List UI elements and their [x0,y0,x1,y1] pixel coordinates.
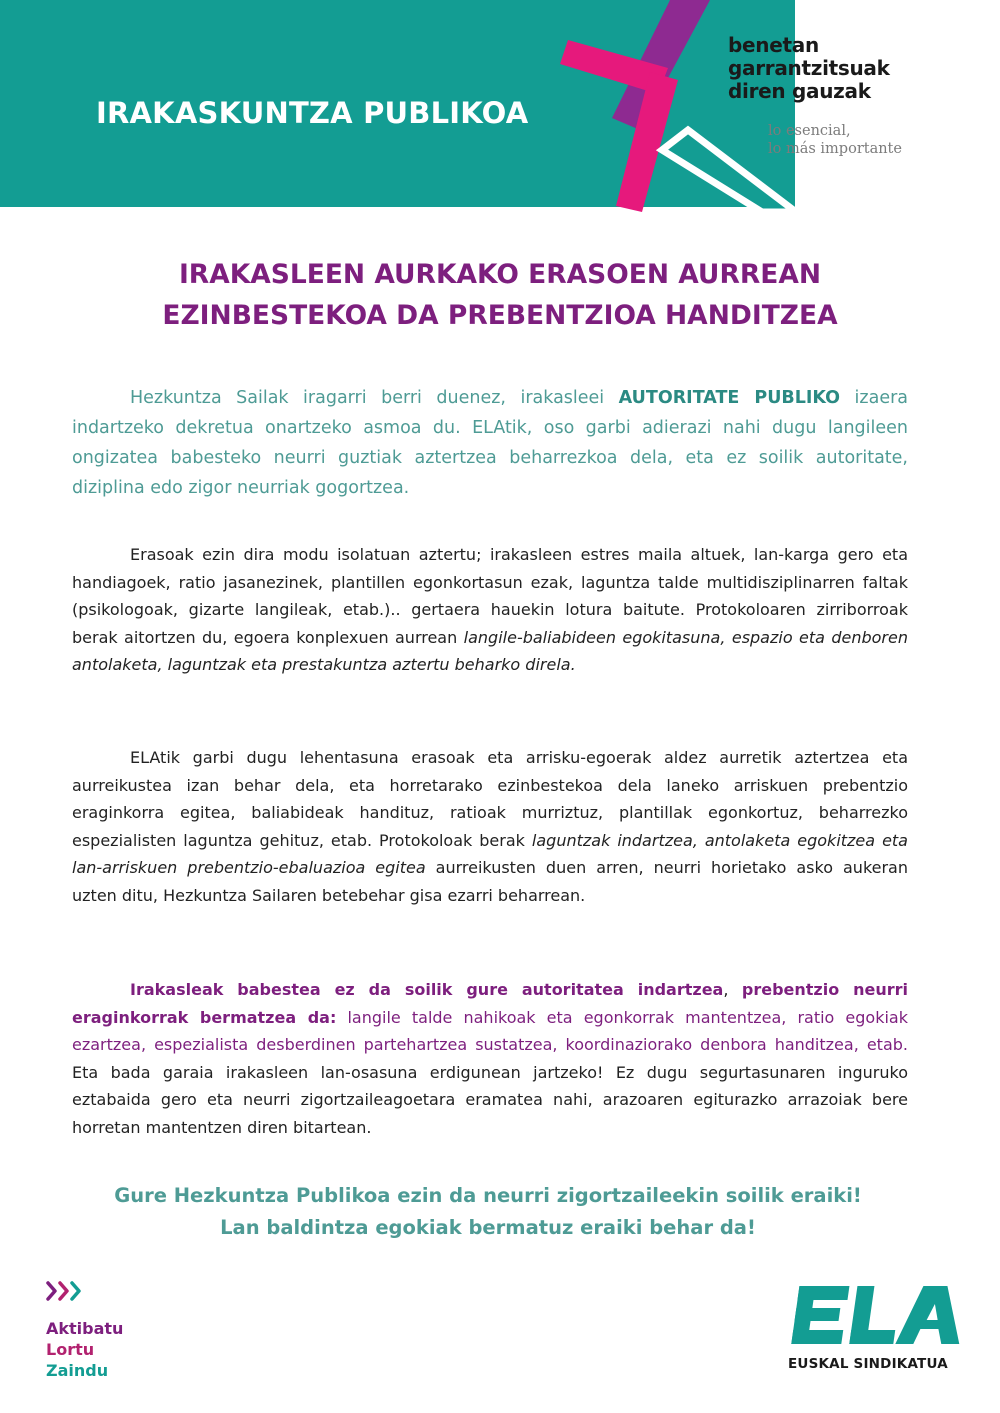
slogan-line: benetan [728,33,819,57]
motto-line: Aktibatu [46,1319,124,1338]
triple-chevron-icon [46,1280,86,1302]
closing-line: Lan baldintza egokiak bermatuz eraiki behar da! [220,1216,756,1239]
body-text: Erasoak ezin dira modu isolatuan aztertu; irakasleen estres maila altuek, lan-karga gero eta handiagoek, ratio jasanezinek, plantillen egonkortasun ezak, laguntza talde multidisziplinarren faltak (psikologoak, gizarte langileak, etab.).. gertaera hauekin lotura baitute. Protokoloaren zirriborroak berak aitortzen du, egoera konplexuen aurrean [72,545,908,647]
ela-logo [788,1282,964,1348]
body-paragraph [72,744,908,909]
body-text: Eta bada garaia irakasleen lan-osasuna erdigunean jartzeko! Ez dugu segurtasunaren inguruko eztabaida gero eta neurri zigortzaileagoetara eramatea nahi, arazoaren egiturazko arrazoiak bere horretan mantentzen diren bitartean. [72,1062,908,1137]
motto-line: Lortu [46,1340,95,1359]
slogan-line: diren gauzak [728,79,871,103]
intro-paragraph [72,383,908,503]
body-italic-text: laguntzak indartzea, antolaketa egokitzea eta lan-arriskuen prebentzio-ebaluazioa egitea [72,830,908,877]
body-purple-text: langile talde nahikoak eta egonkorrak mantentzea, ratio egokiak ezartzea, espezialista desberdinen partehartzea sustatzea, koordinaziorako denbora handitzea, etab. [72,1007,909,1054]
header-banner [0,0,1000,207]
body-paragraph [72,541,908,679]
closing-line: Gure Hezkuntza Publikoa ezin da neurri zigortzaileekin soilik eraiki! [114,1184,862,1207]
intro-text: izaera indartzeko dekretua onartzeko asmoa du. ELAtik, oso garbi adierazi nahi dugu langileen ongizatea babesteko neurri guztiak aztertzea beharrezkoa dela, eta ez soilik autoritate, diziplina edo zigor neurriak gogortzea. [72,388,909,498]
body-highlight: prebentzio neurri eraginkorrak bermatzea da: [72,980,909,1027]
footer-chevrons [46,1280,86,1302]
body-paragraph [72,976,908,1141]
body-italic-text: langile-baliabideen egokitasuna, espazio eta denboren antolaketa, laguntzak eta prestakuntza aztertu beharko direla. [72,627,908,674]
slogan-subtitle [768,122,902,158]
body-text: aurreikusten duen arren, neurri horietako asko aukeran uzten ditu, Hezkuntza Sailaren betebehar gisa ezarri beharrean. [72,858,909,905]
slogan-subtitle-line: lo más importante [768,141,902,157]
motto-line: Zaindu [46,1361,109,1380]
body-highlight: Irakasleak babestea ez da soilik gure autoritatea indartzea [130,980,724,999]
slogan [728,34,890,103]
intro-highlight: AUTORITATE PUBLIKO [618,388,841,408]
ela-subtitle: EUSKAL SINDIKATUA [788,1356,948,1372]
main-title [0,254,1000,336]
body-text: ELAtik garbi dugu lehentasuna erasoak eta arrisku-egoerak aldez aurretik aztertzea eta aurreikustea izan behar dela, eta horretarako ezinbestekoa dela laneko arriskuen prebentzio eraginkorra egitea, baliabideak handituz, ratioak murriztuz, plantillak egonkortuz, beharrezko espezialisten laguntza gehituz, etab. Protokoloak berak [72,748,908,850]
slogan-subtitle-line: lo esencial, [768,123,851,139]
main-title-line: IRAKASLEEN AURKAKO ERASOEN AURREAN [178,259,822,290]
intro-text: Hezkuntza Sailak iragarri berri duenez, irakasleei [130,388,619,408]
header-title: IRAKASKUNTZA PUBLIKOA [96,96,529,130]
slogan-line: garrantzitsuak [728,56,890,80]
closing-statement [0,1180,976,1244]
footer-motto [46,1318,123,1381]
body-text: , [723,980,742,999]
main-title-line: EZINBESTEKOA DA PREBENTZIOA HANDITZEA [162,300,838,331]
